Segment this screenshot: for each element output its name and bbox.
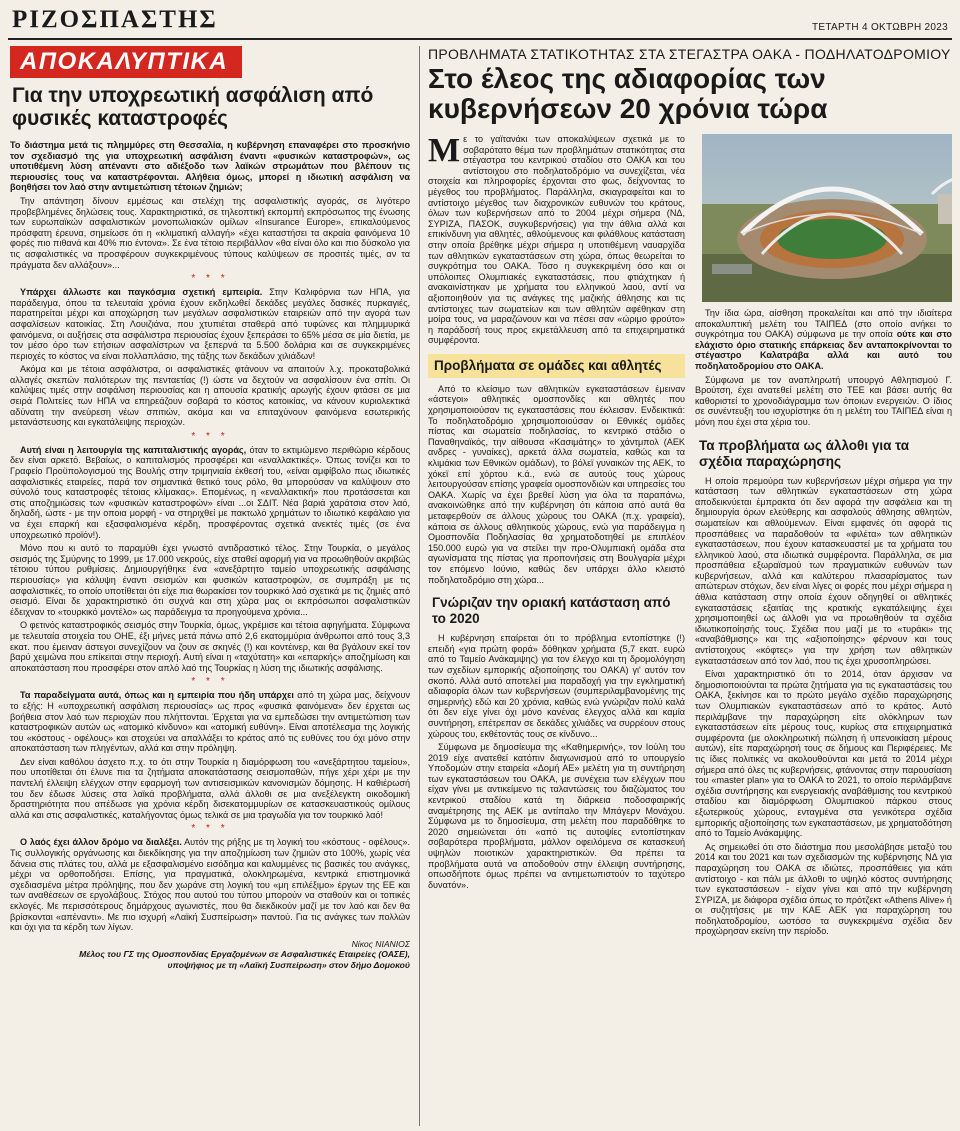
left-paragraph-7: Ο φετινός καταστροφικός σεισμός στην Τουρκία, όμως, γκρέμισε και τέτοια αφηγήματα. Σύμφωνα με τελευταία στοιχεία του ΟΗΕ, έξι μήνες μετά πάνω από 2,6 εκατομμύρια άνθρωποι από τους 3,3 εκατ. που έμειναν άστεγοι συνεχίζουν να ζουν σε σκηνές (!) και κοντέινερ, και θα βγάλουν εκεί τον βαρύ χειμώνα που επίκειται στην περιοχή. Αυτή είναι η «ταχύτατη» και «επαρκής» αποζημίωση και αποκατάσταση που προσφέρει στον απλό λαό της Τουρκίας η λύση της ιδιωτικής ασφάλισης.	[10, 620, 410, 673]
right-paragraph-6: Σύμφωνα με τον αναπληρωτή υπουργό Αθλητισμού Γ. Βρούτση, έχει ανατεθεί μελέτη στο ΤΕΕ και βάσει αυτής θα καθοριστεί το χρονοδιάγραμμα των όποιων ενεργειών. Ο ίδιος σε συνέντευξη του ισχυρίστηκε ότι η μελέτη του ΤΑΙΠΕΔ είναι η μόνη που έχει στα χέρια του.	[695, 374, 952, 427]
drop-cap: Μ	[428, 134, 461, 169]
left-headline: Για την υποχρεωτική ασφάλιση από φυσικές καταστροφές	[12, 84, 374, 130]
right-column-b	[695, 134, 952, 1126]
author-role-line-2: υποψήφιος με τη «Λαϊκή Συσπείρωση» στον δήμο Δομοκού	[167, 959, 410, 970]
masthead	[8, 4, 952, 40]
left-paragraph-10: Ο λαός έχει άλλον δρόμο να διαλέξει. Αυτόν της ρήξης με τη λογική του «κόστους - οφέλους». Τις συλλογικής οργάνωσης και διεκδίκησης για την αποζημίωση των ζημιών στο 100%, χωρίς νέα δάνεια στις πλάτες του, αλλά με εξασφαλισμένο εισόδημα και καλυμμένες τις βασικές του ανάγκες, μέχρι να ορθοποδήσει. Επίσης, για πραγματικά, ολοκληρωμένα, κεντρικά επιστημονικά σχεδιασμένα μέτρα πρόληψης, που δεν χωράνε στη λογική του «μη επιλέξιμο» έργων της ΕΕ και των αναθέσεων σε εργολάβους. Στόχος που αυτού του τύπου μπορούν να σταθούν και οι τοπικές εκλογές. Με περισσότερους δημάρχους αγωνιστές, που θα διεκδικούν μαζί με τον λαό και δεν θα βρίσκονται «απέναντι». Με πιο ισχυρή «Λαϊκή Συσπείρωση» παντού. Για τις ανάγκες των πολλών και όχι για τα κέρδη των λίγων.	[10, 837, 410, 933]
article-headline: Στο έλεος της αδιαφορίας των κυβερνήσεων 20 χρόνια τώρα	[428, 63, 828, 124]
section-kicker: ΑΠΟΚΑΛΥΠΤΙΚΑ	[10, 46, 242, 78]
subheading-2020: Γνώριζαν την οριακή κατάσταση από το 2020	[432, 595, 671, 627]
subheading-teams: Προβλήματα σε ομάδες και αθλητές	[428, 354, 685, 378]
stadium-photo	[702, 134, 952, 302]
subheading-alibi: Τα προβλήματα ως άλλοθι για τα σχέδια παραχώρησης	[699, 437, 910, 469]
right-paragraph-8: Είναι χαρακτηριστικό ότι το 2014, όταν άρχισαν να δημοσιοποιούνται τα πρώτα ζητήματα για τις εγκαταστάσεις του ΟΑΚΑ, ξεκίνησε και το πρώτο μεγάλο σχέδιο παραχώρησης των Ολυμπιακών εγκαταστάσεων από το κράτος. Αυτό περιλάμβανε την παραχώρηση είτε ολόκληρων των εγκαταστάσεων είτε μέρους τους, κυρίως στα επιχειρηματικά συμφέροντα (με ολοκληρωτική πώληση ή υπενοικίαση μέρους αυτών), είτε παραχώρησή τους σε δήμους και Περιφέρειες. Με τις ίδιες πολιτικές να ακολουθούνται και μετά το 2014 μέχρι σήμερα από όλες τις κυβερνήσεις, φτάνοντας στην παρουσίαση του «master plan» για το ΟΑΚΑ το 2021, το οποίο περιλάμβανε σχέδια συντήρησης και ενεργειακής αναβάθμισης του κεντρικού σταδίου και διαμόρφωση Ολυμπιακού πάρκου στους εξωτερικούς χώρους, ενταγμένα στα γενικότερα σχέδια εμπορικής αξιοποίησης των εγκαταστάσεων, με χρηματοδότηση από το Ταμείο Ανάκαμψης.	[695, 669, 952, 839]
left-paragraph-1: Το διάστημα μετά τις πλημμύρες στη Θεσσαλία, η κυβέρνηση επαναφέρει στο προσκήνιο τον σχεδιασμό της για υποχρεωτική ασφάλιση έναντι «φυσικών καταστροφών», ως υποτιθέμενη λύση απέναντι στο αδιέξοδο των λαϊκών στρωμάτων που βλέπουν τις περιουσίες τους να καταστρέφονται. Αλήθεια όμως, μπορεί η ιδιωτική ασφάλιση να βοηθήσει τον λαό στην αντιμετώπιση τέτοιων ζημιών;	[10, 140, 410, 193]
author-signature	[10, 939, 410, 971]
left-paragraph-5: Αυτή είναι η λειτουργία της καπιταλιστικής αγοράς, όταν το εκτιμώμενο περιθώριο κέρδους δεν είναι αρκετό. Βεβαίως, ο καπιταλισμός προσφέρει και «εναλλακτικές». Όπως τονίζει και το Γραφείο Προϋπολογισμού της Βουλής στην τριμηνιαία έκθεσή του, «είναι αμφίβολο πως ιδιωτικές ασφαλιστικές εταιρείες, παρά τον σημαντικά θετικό τους ρόλο, θα μπορούσαν να καλύψουν στο σύνολό τους καταστροφές τέτοιας κλίμακας». Επομένως, η «εναλλακτική» που προτάσσεται και στις αποζημιώσεις των «φυσικών καταστροφών» είναι ...οι ΣΔΙΤ. Νέα βαριά χαράτσια στον λαό, δηλαδή, ώστε - με την οποια μορφή - να στηριχθεί με πακτωλό χρημάτων το ιδιωτικό κεφάλαιο για να έχει επαρκή και εξασφαλισμένα κέρδη, προσφέροντας σχετικά ανεκτές τιμές (σε ένα υποχρεωτικό προϊόν!).	[10, 444, 410, 540]
author-role-line-1: Μέλος του ΓΣ της Ομοσπονδίας Εργαζομένων σε Ασφαλιστικές Εταιρείες (ΟΑΣΕ),	[79, 949, 410, 960]
right-paragraph-7: Η οποία πρεμούρα των κυβερνήσεων μέχρι σήμερα για την κατάσταση των αθλητικών εγκαταστάσεων στη χώρα αποδεικνύεται έμπρακτα ότι δεν αφορά την ασφάλεια και τη δημιουργία όρων ελεύθερης και ασφαλούς άθλησης αθλητών, σωματείων και αθλούμενων. Είναι εμφανές ότι αφορά τις προσπάθειες να παραδοθούν τα «φιλέτα» των αθλητικών εγκαταστάσεων, που έχουν κατασκευαστεί με τα χρήματα του ελληνικού λαού, στα ιδιωτικά συμφέροντα. Παράλληλα, σε μια προσπάθεια εξωραϊσμού των πραγματικών ευθυνών των κυβερνήσεων, αλλά και καλύτερου πλασαρίσματος των απώτερων στόχων, δεν είναι λίγες οι φορές που μέχρι σήμερα η άθλια κατάσταση στην οποία έχουν οδηγηθεί οι αθλητικές εγκαταστάσεις εξαιτίας της κρατικής εγκατάλειψης έχει χρησιμοποιηθεί ως άλλοθι για να προωθηθούν τα σχέδια ιδιωτικοποίησής τους. Σχέδια που μαζί με το «τυράκι» της «αναβάθμισης» και της «αξιοποίησης» φέρνουν και τους αντίστοιχους «κόφτες» για την χρήση των αθλητικών εγκαταστάσεων από τον λαό, που τις έχει χρυσοπληρώσει.	[695, 475, 952, 666]
issue-date: ΤΕΤΑΡΤΗ 4 ΟΚΤΩΒΡΗ 2023	[812, 22, 948, 33]
stadium-aerial-image	[702, 134, 952, 302]
left-paragraph-4: Ακόμα και με τέτοια ασφάλιστρα, οι ασφαλιστικές φτάνουν να απαιτούν λ.χ. προκαταβολικά αλλαγές σκεπών παλιότερων της πενταετίας (!) ώστε να δεχτούν να ασφαλίσουν ένα σπίτι. Οι καλύψεις τιμές στην ασφάλιση περιουσίας και η απουσία κρατικής αρωγής έχουν φτάσει σε μια σειρά Πολιτείες των ΗΠΑ να επηρεάζουν σοβαρά το κόστος κατοικίας, να κάνουν κυριολεκτικά αδύνατη την ανεύρεση νέων σπιτιών, ακόμα και να επιταχύνουν φαινόμενα εσωτερικής μετανάστευσης και εγκατάλειψης περιοχών.	[10, 364, 410, 428]
newspaper-title: ΡΙΖΟΣΠΑΣΤΗΣ	[12, 6, 218, 33]
right-paragraph-5: Την ίδια ώρα, αίσθηση προκαλείται και από την ιδιαίτερα αποκαλυπτική μελέτη του ΤΑΙΠΕΔ (στο οποίο ανήκει το συγκρότημα του ΟΑΚΑ) σύμφωνα με την οποία ούτε και στο ελάχιστο όριο στατικής επάρκειας δεν ανταποκρίνονται το στέγαστρο Καλατράβα αλλά και αυτό του ποδηλατοδρομίου στο ΟΑΚΑ.	[695, 308, 952, 371]
right-paragraph-9: Ας σημειωθεί ότι στο διάστημα που μεσολάβησε μεταξύ του 2014 και του 2021 και των σχεδιασμών της κυβέρνησης ΝΔ για παραχώρηση του ΟΑΚΑ σε ιδιώτες, προσπάθειες για κάτι αντίστοιχο - και πάλι με άλλοθι το υψηλό κόστος συντήρησης των εγκαταστάσεων - είχαν γίνει και από την κυβέρνηση ΣΥΡΙΖΑ, με διάφορα σχέδια όπως το πρότζεκτ «Athens Alive» ή οι συζητήσεις με την ΚΑΕ ΑΕΚ για παραχώρηση του ποδηλατοδρομίου, ωστόσο τα συγκεκριμένα σχέδια δεν προχώρησαν εκείνη την περίοδο.	[695, 841, 952, 937]
separator-stars: * * *	[191, 273, 229, 285]
left-paragraph-2: Την απάντηση δίνουν εμμέσως και στελέχη της ασφαλιστικής αγοράς, σε λιγότερο προβεβλημένες δηλώσεις τους. Χαρακτηριστικά, σε τηλεοπτική εκπομπή εκπρόσωπος της ένωσης των ευρωπαϊκών ασφαλιστικών μονοπωλιακών ομίλων «Insurance Europe», επικαλούμενος πρόσφατη έρευνα, σημείωσε ότι η «κλιματική αλλαγή» «έχει καταστήσει τα ακραία φαινόμενα 10 φορές πιο πιθανά και 40% πιο έντονα». Σε ένα τέτοιο περιβάλλον «θα είναι όλο και πιο δύσκολο για τις ασφαλιστικές να προσφέρουν συγκεκριμένους τύπους καλύψεων σε προσιτές τιμές, αν τα πράγματα δεν αλλάξουν»...	[10, 195, 410, 270]
left-paragraph-8: Τα παραδείγματα αυτά, όπως και η εμπειρία που ήδη υπάρχει από τη χώρα μας, δείχνουν το εξής: Η «υποχρεωτική ασφάλιση περιουσίας» ως προς «φυσικά φαινόμενα» δεν έρχεται ως βοήθεια στον λαό των περιοχών που πλήττονται. Έρχεται για να εμπεδώσει την αντιμετώπιση των καταστροφικών αυτών ως «ατομικό κίνδυνο» και «ατομική ευθύνη». Είναι αποτέλεσμα της λογικής του «κόστους - οφέλους» και στοχεύει να απαλλάξει το κράτος από τις ευθύνες του όχι μόνο στην αποκατάσταση των πληγέντων, αλλά και στην πρόληψη.	[10, 690, 410, 754]
left-article	[10, 46, 410, 1126]
intro-block	[428, 134, 685, 346]
right-paragraph-3: Η κυβέρνηση επαίρεται ότι το πρόβλημα εντοπίστηκε (!) επειδή «για πρώτη φορά» δόθηκαν χρήματα (5,7 εκατ. ευρώ από το Ταμείο Ανάκαμψης) για τον έλεγχο και τη δρομολόγηση των σχεδίων εμπορικής αξιοποίησης του ΟΑΚΑ) γι' αυτόν τον σκοπό. Αλλά αυτό αποτελεί μια παραδοχή για την εγκληματική αδιαφορία όλων των κυβερνήσεων (συμπεριλαμβανομένης της σημερινής) εδώ και 20 χρόνια, καθώς ενώ γνώριζαν πολύ καλά ότι δεν είχε γίνει όχι μόνο κανένας έλεγχος αλλά και καμία συντήρηση, επέτρεπαν σε δεκάδες χιλιάδες να συρρέουν στους χώρους του, εκθέτοντάς τους σε κίνδυνο...	[428, 633, 685, 739]
right-paragraph-2: Από το κλείσιμο των αθλητικών εγκαταστάσεων έμειναν «άστεγοι» αθλητικές ομοσπονδίες και αθλητές που χρησιμοποιούσαν τις εγκαταστάσεις που έκλεισαν. Ενδεικτικά: Το ποδηλατοδρόμιο χρησιμοποιούσαν οι Εθνικές ομάδες πίστας και σωματεία ποδηλασίας, το κεντρικό στάδιο ο Παναθηναϊκός, την αίθουσα «Κασιμάτης» το χάντμπολ (ΑΕΚ ανδρες - γυναίκες), αρκετά άλλα σωματεία, καθώς και τα κλιμάκια των Εθνικών ομάδων), το βόλεϊ γυναικών της ΑΕΚ, το χόκεϊ επί χόρτου κ.ά., ενώ σε αυτούς τους χώρους λειτουργούσαν επίσης γραφεία ομοσπονδιών και υπηρεσίες του ΟΑΚΑ. Χωρίς να έχει βρεθεί λύση για όλα τα παραπάνω, ανακοινώθηκε από την κυβέρνηση ότι κάποια από αυτά θα μεταφερθούν σε άλλους χώρους του ΟΑΚΑ (π.χ. γραφεία), κάποια σε άλλους αθλητικούς χώρους, ενώ για παράδειγμα η Ομοσπονδία Ποδηλασίας θα χρηματοδοτηθεί με επιπλέον 150.000 ευρώ για να στείλει την προ-Ολυμπιακή ομάδα στα αγωνίσματα της πίστας για προπονήσεις στη Βουλγαρία μέχρι τον επόμενο Ιούνιο, καθώς δεν υπάρχει άλλο κλειστό ποδηλατοδρόμιο στη χώρα...	[428, 383, 685, 585]
separator-stars: * * *	[191, 823, 229, 835]
right-paragraph-4: Σύμφωνα με δημοσίευμα της «Καθημερινής», τον Ιούλη του 2019 είχε ανατεθεί κατόπιν διαγωνισμού από το υπουργείο Υποδομών στην εταιρεία «Δομή ΑΕ» μελέτη για τη συντήρηση των εγκαταστάσεων του ΟΑΚΑ, με συνέχεια των ελέγχων που είχαν γίνει με αντικείμενο τις ταλαντώσεις του διαζώματος του κεντρικού σταδίου κατά τη διάρκεια ποδοσφαιρικής αναμέτρησης της ΑΕΚ με αντίπαλο την Μπάγερν Μονάχου. Σύμφωνα με το δημοσίευμα, στη μελέτη που παραδόθηκε το 2020 σημειώνεται ότι «από τις αυτοψίες εντοπίστηκαν σοβαρότερα προβλήματα, μάλλον οφειλόμενα σε κατασκευή υψηλών ποιοτικών χαρακτηριστικών. Θα πρέπει τα προβλήματα αυτά να αποδοθούν στην έλλειψη συντήρησης, οπωσδήποτε όμως πρέπει να αντιμετωπιστούν το ταχύτερο δυνατόν».	[428, 742, 685, 890]
left-paragraph-6: Μόνο που κι αυτό το παραμύθι έχει γνωστό αντιδραστικό τέλος. Στην Τουρκία, ο μεγάλος σεισμός της Σμύρνης το 1999, με 17.000 νεκρούς, είχε σταθεί αφορμή για να προωθηθούν ακριβώς τέτοιου τύπου ρυθμίσεις. Δημιουργήθηκε ένα «ανεξάρτητο ταμείο υποχρεωτικής ασφάλισης περιουσίας» για κάλυψη έναντι σεισμών και φυσικών καταστροφών, σε συμπράξη με τις ασφαλιστικές, το οποίο υποτίθεται ότι είχε πια θωρακίσει τον τουρκικό λαό σχετικά με τις ζημιές από σεισμό. Είναι δε χαρακτηριστικό ότι συχνά και στη χώρα μας οι εκπρόσωποι ασφαλιστικών έδειχναν το «τουρκικό μοντέλο» ως παράδειγμα τα προηγούμενα χρόνια...	[10, 543, 410, 617]
author-name: Νίκος ΝΙΑΝΙΟΣ	[351, 938, 410, 949]
column-divider	[419, 46, 420, 1126]
left-paragraph-3: Υπάρχει άλλωστε και παγκόσμια σχετική εμπειρία. Στην Καλιφόρνια των ΗΠΑ, για παράδειγμα, όπου τα τελευταία χρόνια έχουν εκδηλωθεί δεκάδες μεγάλες δασικές πυρκαγιές, παρατηρείται μέχρι και αποχώρηση των μεγάλων ασφαλιστικών εταιρειών από την αγορά των ασφαλίσεων κατοικίας. Στη Λουιζιάνα, που χτυπιέται σταθερά από τυφώνες και πλημμυρικά φαινόμενα, οι αυξήσεις στα ασφάλιστρα περιουσίας έχουν ξεπεράσει το 65% μέσα σε μία διετία, με τον μέσο όρο των ετήσιων ασφαλίστρων να ξεπερνά τα 5.500 δολάρια και σε συγκεκριμένες περιοχές το κόστος να είναι πολλαπλάσιο, της τάξης των δεκάδων χιλιάδων!	[10, 287, 410, 361]
separator-stars: * * *	[191, 430, 229, 442]
right-text-columns	[428, 134, 952, 1126]
right-article	[428, 46, 952, 1126]
separator-stars: * * *	[191, 676, 229, 688]
left-paragraph-9: Δεν είναι καθόλου άσχετο π.χ. το ότι στην Τουρκία η διαμόρφωση του «ανεξάρτητου ταμείου», που υποτίθεται ότι έλυνε πια τα ζητήματα αποκατάστασης σεισμοπαθών, πήγε χέρι χέρι με την παντελή έλλειψη ελέγχων στην εφαρμογή των αντισεισμικών κανονισμών δόμησης. Η καθιέρωσή του δεν έδωσε λύσεις στα λαϊκά προβλήματα, αλλά άλλοθι σε μια ανεξέλεγκτη οικοδομική δραστηριότητα που απέδωσε για χρόνια κέρδη δισεκατομμυρίων σε κατασκευαστικούς ομίλους αλλά και στις ασφαλιστικές, καταλήγοντας όμως τελικά σε μια τραγωδία για τον τουρκικό λαό!	[10, 756, 410, 820]
right-paragraph-1: ε το γαϊτανάκι των αποκαλύψεων σχετικά με το σοβαρότατο θέμα των προβλημάτων στατικότητας στα στέγαστρα του κεντρικού σταδίου στο ΟΑΚΑ και του αντίστοιχου στο ποδηλατοδρόμιο να συνεχίζεται, νέα στοιχεία και πληροφορίες έρχονται στο φως, δείχνοντας το μέγεθος του προβλήματος. Παράλληλα, σκιαγραφείται και το αντίστοιχο μέγεθος των διαχρονικών ευθυνών του κράτους, όλων των κυβερνήσεων από το 2004 μέχρι σήμερα (ΝΔ, ΣΥΡΙΖΑ, ΠΑΣΟΚ, συγκυβερνήσεις) για την άθλια αλλά και επικίνδυνη για αθλητές, αθλούμενους και φιλάθλους κατάσταση στην οποία βρέθηκε μέχρι σήμερα η υποτιθέμενη ναυαρχίδα των αθλητικών εγκαταστάσεων στη χώρα, όπως θεωρείται το συγκρότημα του ΟΑΚΑ. Τόσο η συγκεκριμένη όσο και οι υπόλοιπες Ολυμπιακές εγκαταστάσεις, που φτιάχτηκαν ή ανακαινίστηκαν με χρήματα του ελληνικού λαού, αντί να αξιοποιηθούν για τις ανάγκες της μαζικής άθλησης και τις αντίστοιχες των σωματείων και των αθλητών αφέθηκαν στη μοίρα τους, να μαραζώνουν και να πέσει σαν «ώριμο φρούτο» η παράδοσή τους προς εκμετάλλευση από τα επιχειρηματικά συμφέροντα.	[428, 134, 685, 346]
right-column-a	[428, 134, 685, 1126]
article-supertitle: ΠΡΟΒΛΗΜΑΤΑ ΣΤΑΤΙΚΟΤΗΤΑΣ ΣΤΑ ΣΤΕΓΑΣΤΡΑ ΟΑΚΑ - ΠΟΔΗΛΑΤΟΔΡΟΜΙΟΥ	[428, 46, 951, 62]
